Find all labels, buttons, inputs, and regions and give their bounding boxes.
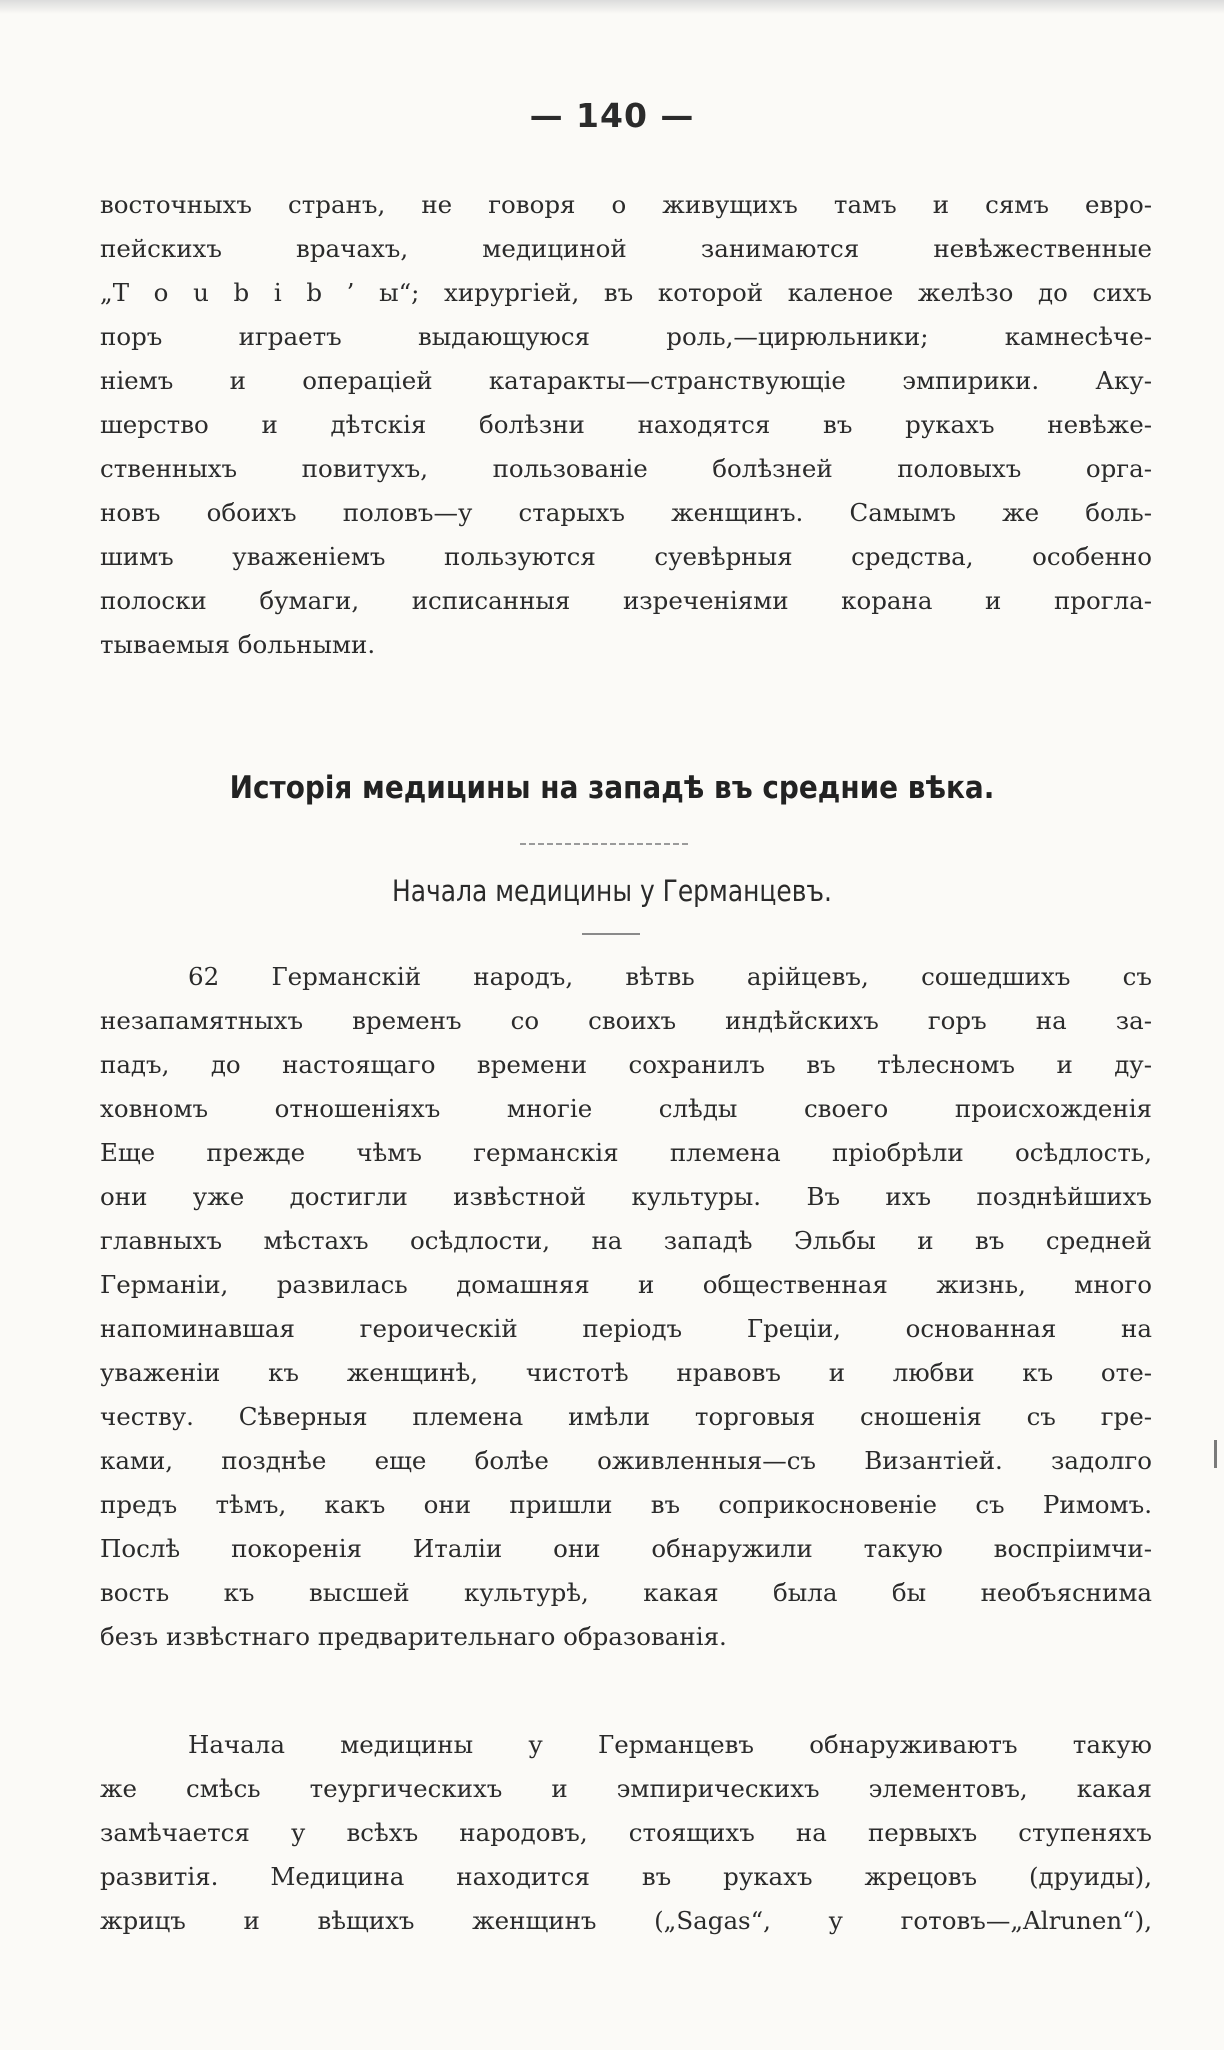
text-line: нiемъ и операцiей катаракты—странствующiе эмпирики. Аку- <box>100 366 1152 395</box>
page-number: — 140 — <box>529 96 695 135</box>
text-line: восточныхъ странъ, не говоря о живущихъ тамъ и сямъ евро- <box>100 190 1152 219</box>
text-line: пейскихъ врачахъ, медициной занимаются невѣжественные <box>100 234 1152 263</box>
text-line: замѣчается у всѣхъ народовъ, стоящихъ на первыхъ ступеняхъ <box>100 1818 1152 1847</box>
text-line: полоски бумаги, исписанныя изреченiями корана и прогла- <box>100 586 1152 615</box>
text-line: ками, позднѣе еще болѣе оживленныя—съ Византiей. задолго <box>100 1446 1152 1475</box>
section-subheading: Начала медицины у Германцевъ. <box>392 874 832 908</box>
binding-mark <box>1214 1440 1217 1468</box>
text-line: ственныхъ повитухъ, пользованiе болѣзней половыхъ орга- <box>100 454 1152 483</box>
text-line: же смѣсь теургическихъ и эмпирическихъ элементовъ, какая <box>100 1774 1152 1803</box>
text-line: шерство и дѣтскiя болѣзни находятся въ рукахъ невѣже- <box>100 410 1152 439</box>
text-line: тываемыя больными. <box>100 630 376 659</box>
text-line: Послѣ покоренiя Италiи они обнаружили такую воспрiимчи- <box>100 1534 1152 1563</box>
text-line: жрицъ и вѣщихъ женщинъ („Sagas“, у готовъ—„Alrunen“), <box>100 1906 1152 1935</box>
page-top-shadow <box>0 0 1224 14</box>
text-line: Начала медицины у Германцевъ обнаруживаютъ такую <box>188 1730 1152 1759</box>
subheading-divider <box>582 933 640 935</box>
text-line: Германiи, развилась домашняя и общественная жизнь, много <box>100 1270 1152 1299</box>
text-line: напоминавшая героическiй перiодъ Грецiи, основанная на <box>100 1314 1152 1343</box>
text-line: вость къ высшей культурѣ, какая была бы необъяснима <box>100 1578 1152 1607</box>
text-line: Еще прежде чѣмъ германскiя племена прiобрѣли осѣдлость, <box>100 1138 1152 1167</box>
text-line: развитiя. Медицина находится въ рукахъ жрецовъ (друиды), <box>100 1862 1152 1891</box>
heading-divider <box>520 843 690 845</box>
text-line: ховномъ отношенiяхъ многiе слѣды своего происхожденiя <box>100 1094 1152 1123</box>
text-line: падъ, до настоящаго времени сохранилъ въ тѣлесномъ и ду- <box>100 1050 1152 1079</box>
text-line: предъ тѣмъ, какъ они пришли въ соприкосновенiе съ Римомъ. <box>100 1490 1152 1519</box>
text-line: „Т о u b i b ’ ы“; хирургiей, въ которой каленое желѣзо до сихъ <box>100 278 1152 307</box>
text-line: новъ обоихъ половъ—у старыхъ женщинъ. Самымъ же боль- <box>100 498 1152 527</box>
text-line: они уже достигли извѣстной культуры. Въ ихъ позднѣйшихъ <box>100 1182 1152 1211</box>
section-heading: Исторiя медицины на западѣ въ средние вѣка. <box>229 770 995 806</box>
text-line: поръ играетъ выдающуюся роль,—цирюльники; камнесѣче- <box>100 322 1152 351</box>
text-line: незапамятныхъ временъ со своихъ индѣйскихъ горъ на за- <box>100 1006 1152 1035</box>
text-line: уваженiи къ женщинѣ, чистотѣ нравовъ и любви къ оте- <box>100 1358 1152 1387</box>
text-line: безъ извѣстнаго предварительнаго образованiя. <box>100 1622 727 1651</box>
text-line: главныхъ мѣстахъ осѣдлости, на западѣ Эльбы и въ средней <box>100 1226 1152 1255</box>
text-line: шимъ уваженiемъ пользуются суевѣрныя средства, особенно <box>100 542 1152 571</box>
text-line: 62 Германскiй народъ, вѣтвь арiйцевъ, сошедшихъ съ <box>188 962 1152 991</box>
text-line: честву. Сѣверныя племена имѣли торговыя сношенiя съ гре- <box>100 1402 1152 1431</box>
